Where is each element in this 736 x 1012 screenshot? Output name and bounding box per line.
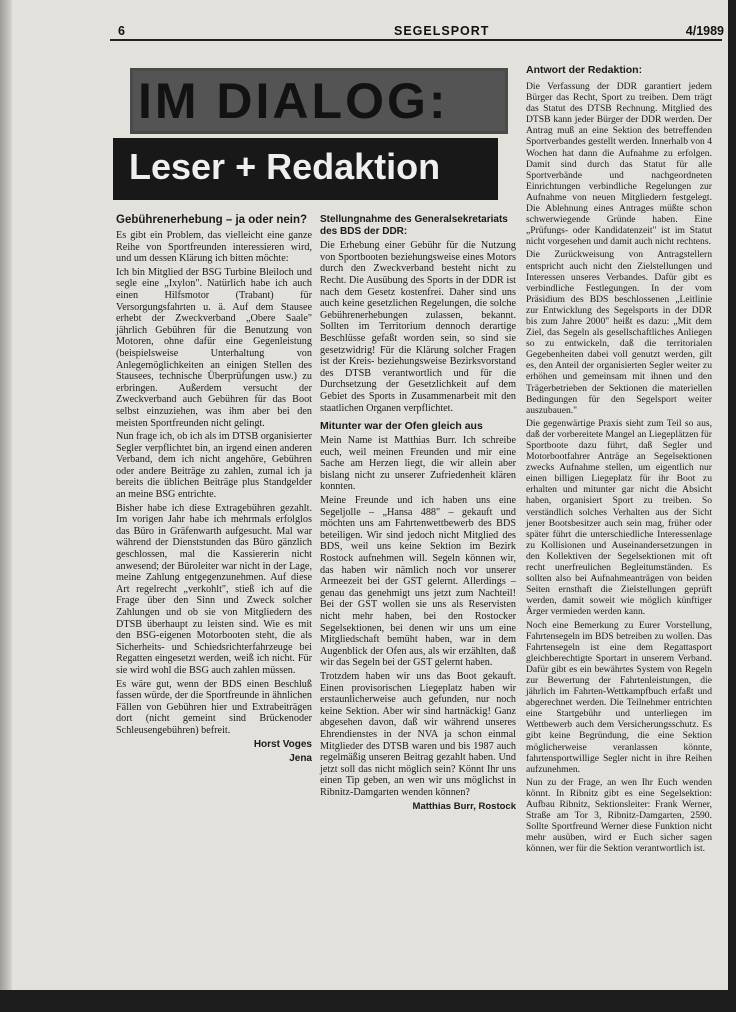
page-header — [110, 22, 728, 40]
letter2-paragraph: Trotzdem haben wir uns das Boot gekauft. Einen provisorischen Liegeplatz haben wir erstaunlicherweise auch gefunden, nur noch keine Sektion. Aber wir sind hartnäckig! Ganz abgesehen davon, daß wir während unseres Ehrendienstes in der NVA ja schon einmal Mitglieder des DTSB waren und bis 1987 auch regelmäßig unseren Beitrag gezahlt haben. Und jetzt soll das nicht möglich sein? Könnt Ihr uns einen Tip geben, an wen wir uns möglichst in Ribnitz-Damgarten wenden können? — [320, 670, 516, 798]
banner-subtitle-block — [113, 138, 498, 200]
reply-heading: Antwort der Redaktion: — [526, 64, 643, 76]
column-middle — [320, 214, 516, 812]
reply-paragraph: Die gegenwärtige Praxis sieht zum Teil so aus, daß der vorbereitete Mangel an Liegeplätzen für Sportboote dazu führt, daß Segler und Motorbootfahrer Anträge an Segelsektionen zwecks Aufnahme stellen, um eigentlich nur einen billigen Liegeplatz für ihr Boot zu erhalten und mitunter gar nicht die Absicht haben, organisiert Sport zu treiben. So verständlich solches Verhalten aus der Sicht jener Bootsbesitzer auch sein mag, früher oder später führt die unterschiedliche Interessenlage zu Kollisionen und Auseinandersetzungen in den Kollektiven der Segelsektionen mit oft recht unerfreulichen Begleitumständen. Es sollten also bei Aufnahmeanträgen von beiden Seiten ernsthaft die Zielstellungen geprüft werden, damit soweit wie möglich künftiger Ärger vermieden werden kann. — [526, 417, 712, 618]
issue-number: 4/1989 — [685, 24, 724, 38]
letter2-paragraph: Mein Name ist Matthias Burr. Ich schreibe euch, weil meinen Freunden und mir eine Sache am Herzen liegt, die wir allein aber bislang nicht zu unserer Zufriedenheit klären konnten. — [320, 435, 516, 493]
letter1-paragraph: Bisher habe ich diese Extragebühren gezahlt. Im vorigen Jahr habe ich mehrmals erfolglos das Büro in Gräfenwarth aufgesucht. Mal war während der Dienststunden das Büro gänzlich geschlossen, mal die Kassiererin nicht anwesend; der Büroleiter war nicht in der Lage, meine Zahlung entgegenzunehmen. Auf diese Art regelrecht „verkohlt", stieß ich auf die Frage über den Sinn und Zweck solcher Zahlungen und ob sie von Mitgliedern des DTSB überhaupt zu leisten sind. Wie es mit den BSG-eigenen Motorbooten steht, die als Sicherheits- und Schiedsrichterfahrzeuge bei Regatten eingesetzt werden, weiß ich nicht. Für sie wird wohl die BSG auch zahlen müssen. — [116, 502, 312, 676]
letter1-paragraph: Ich bin Mitglied der BSG Turbine Bleiloch und segle eine „Ixylon". Natürlich habe ich auch einen Hilfsmotor (Trabant) für Versorgungsfahrten u. ä. Auf dem Stausee erhebt der Zweckverband „Obere Saale" jährlich Gebühren für die Benutzung von Motoren, ohne dafür eine Gegenleistung (beispielsweise Unterhaltung von Anlegemöglichkeiten an einigen Stellen des Stausees, technische Überprüfungen usw.) zu erbringen. Außerdem versucht der Zweckverband auch Gebühren für das Boot selbst einzuziehen, was ihm aber bei den meisten Sportfreunden nicht gelingt. — [116, 266, 312, 429]
column-right — [526, 64, 712, 856]
letter2-heading: Mitunter war der Ofen gleich aus — [320, 420, 483, 433]
statement-heading: Stellungnahme des Generalsekretariats des BDS der DDR: — [320, 214, 508, 237]
letter1-author: Horst Voges — [253, 738, 312, 750]
letter2-author: Matthias Burr, Rostock — [412, 800, 516, 812]
banner-subtitle: Leser + Redaktion — [129, 146, 441, 187]
magazine-name: SEGELSPORT — [394, 24, 490, 38]
letter1-paragraph: Es wäre gut, wenn der BDS einen Beschluß fassen würde, der die Sportfreunde in ähnlichen Fällen von Gebühren hier und Extrabeiträgen dort (nicht gemeint sind Brückenoder Schleusengebühren) befreit. — [116, 678, 312, 736]
page-binding-shadow — [0, 0, 12, 990]
reply-paragraph: Nun zu der Frage, an wen Ihr Euch wenden könnt. In Ribnitz gibt es eine Segelsektion: Aufbau Ribnitz, Sektionsleiter: Frank Werner, Straße am Tor 3, Ribnitz-Damgarten, 2590. Sollte Sportfreund Werner diese Funktion nicht mehr ausüben, wird er Euch sicher sagen können, wer für die Sektion verantwortlich ist. — [526, 776, 712, 855]
reply-paragraph: Die Zurückweisung von Antragstellern entspricht auch nicht den Zielstellungen und Interessen unseres Verbandes. Dafür gibt es verbindliche Festlegungen. In der vom Präsidium des BDS beschlossenen „Leitlinie zur Entwicklung des Segelsports in der DDR bis zum Jahre 2000" heißt es dazu: „Mit dem Ziel, das Segeln als gesellschaftliches Anliegen so zu entwickeln, daß die territorialen Gegebenheiten dabei voll genutzt werden, gilt es, den Anteil der organisierten Segler weiter zu erhöhen und gemeinsam mit ihnen und den Trägerbetrieben der Sektionen die materiellen Bedingungen für den Segelsport weiter auszubauen." — [526, 249, 712, 416]
banner-title-block — [130, 68, 508, 134]
letter2-paragraph: Meine Freunde und ich haben uns eine Segeljolle – „Hansa 488" – gekauft und möchten uns am Fahrtenwettbewerb des BDS beteiligen. Wir sind jedoch nicht Mitglied des BDS, weil uns keine Sektion im Bezirk Rostock aufnehmen will. Segeln können wir, das haben wir nämlich noch vor unserer Armeezeit bei der GST gelernt. Allerdings – genau das genehmigt uns jetzt zum Nachteil! Bei der GST wollen sie uns als Reservisten nicht mehr haben, bei den Rostocker Segelsektionen, bei denen wir uns um eine Mitgliedschaft bemüht haben, war in dem Augenblick der Ofen aus, als wir erzählten, daß wir das Segeln bei der GST gelernt haben. — [320, 495, 516, 669]
letter1-heading: Gebührenerhebung – ja oder nein? — [116, 214, 308, 226]
reply-paragraph: Noch eine Bemerkung zu Eurer Vorstellung, Fahrtensegeln im BDS betreiben zu wollen. Das Fahrtensegeln ist eine dem Regattasport gleichberechtigte Sportart in unserem Verband. Dafür gibt es ein bewährtes System von Regeln zur Bewertung der Fahrtenleistungen, die jährlich im Fahrten-Wettkampfbuch erfaßt und abgerechnet werden. Die Teilnehmer entrichten eine Startgebühr und unterliegen im Wettbewerb auch dem Versicherungsschutz. Es gibt keine Begründung, die eine Sektion möglicherweise veranlassen könnte, fahrtensportwillige Segler nicht in ihre Reihen aufzunehmen. — [526, 619, 712, 775]
reply-paragraph: Die Verfassung der DDR garantiert jedem Bürger das Recht, Sport zu treiben. Dem trägt das Statut des DTSB Rechnung. Mitglied des DTSB kann jeder Bürger der DDR werden. Der Antrag muß an eine Sektion des betreffenden Sportverbandes gestellt werden. Innerhalb von 4 Wochen hat dann die Aufnahme zu erfolgen. Damit sind durch das Statut für alle Sportverbände und nachgeordneten Einrichtungen verbindliche Regelungen zur Aufnahme von neuen Mitgliedern festgelegt. Die Ablehnung eines Antrages müßte schon schwerwiegende Gründe haben. Eine „Prüfungs- oder Kandidatenzeit" ist im Statut nicht vorgesehen und damit auch nicht rechtens. — [526, 81, 712, 248]
letter1-paragraph: Es gibt ein Problem, das vielleicht eine ganze Reihe von Sportfreunden interessieren wird, und um dessen Klärung ich bitten möchte: — [116, 230, 312, 265]
letter1-city: Jena — [289, 752, 312, 764]
banner-title: IM DIALOG: — [138, 73, 449, 129]
statement-text: Die Erhebung einer Gebühr für die Nutzung von Sportbooten beziehungsweise eines Motors durch den Zweckverband besteht nicht zu Recht. Die Ausübung des Sports in der DDR ist nach dem Gesetz kostenfrei. Daher sind uns auch keine gesetzlichen Regelungen, die solche Gebührenerhebungen zulassen, bekannt. Sollten im Territorium dennoch derartige Beschlüsse gefaßt worden sein, so sind sie gesetzwidrig! Für die Klärung solcher Fragen ist der Kreis- beziehungsweise Bezirksvorstand des DTSB verantwortlich und für die Durchsetzung der Gesetzlichkeit auf dem Gebiet des Sports in Zusammenarbeit mit den staatlichen Organen verpflichtet. — [320, 240, 516, 414]
column-left — [116, 214, 312, 765]
header-rule — [110, 39, 722, 41]
letter1-paragraph: Nun frage ich, ob ich als im DTSB organisierter Segler verpflichtet bin, an irgend einen anderen Verband, dem ich nicht angehöre, Gebühren oder andere Beiträge zu zahlen, zumal ich ja bereits die üblichen Beiträge plus Standgelder an meine BSG entrichte. — [116, 431, 312, 501]
page-number: 6 — [118, 24, 125, 38]
